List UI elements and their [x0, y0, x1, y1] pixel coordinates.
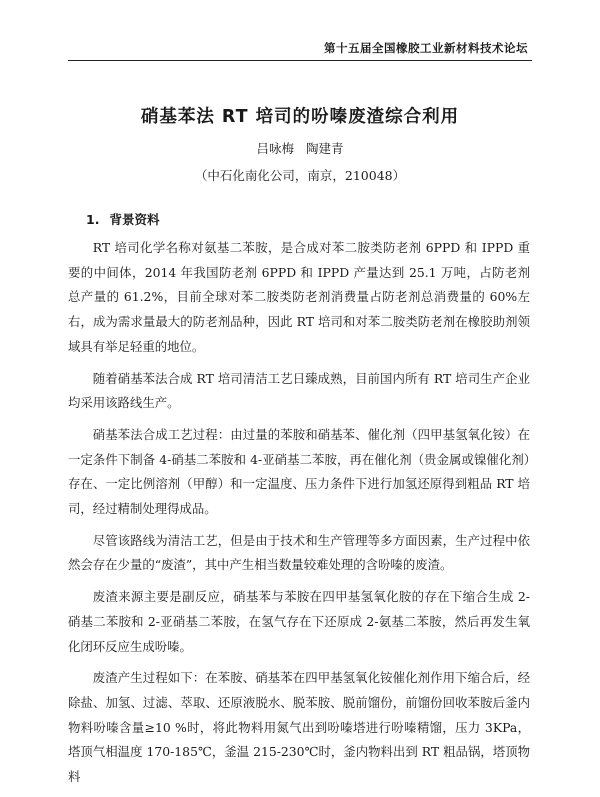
section-number: 1. — [86, 212, 100, 227]
article-title: 硝基苯法 RT 培司的吩嗪废渣综合利用 — [140, 107, 460, 127]
section-heading — [86, 210, 159, 228]
paragraph: 随着硝基苯法合成 RT 培司清洁工艺日臻成熟，目前国内所有 RT 培司生产企业均采用该路线生产。 — [68, 370, 530, 411]
header-rule — [68, 60, 532, 61]
section-body — [68, 236, 530, 797]
article-authors: 吕咏梅 陶建青 — [256, 141, 344, 156]
paragraph: 尽管该路线为清洁工艺，但是由于技术和生产管理等多方面因素，生产过程中依然会存在少量的“废渣”，其中产生相当数量较难处理的含吩嗪的废渣。 — [68, 532, 530, 573]
running-header: 第十五届全国橡胶工业新材料技术论坛 — [324, 41, 528, 55]
paragraph: 废渣产生过程如下：在苯胺、硝基苯在四甲基氢氧化铵催化剂作用下缩合后，经除盐、加氢、过滤、萃取、还原液脱水、脱苯胺、脱前馏份，前馏份回收苯胺后釜内物料吩嗪含量≥10 %时，将此物料用氮气出到吩嗪塔进行吩嗪精馏，压力 3KPa，塔顶气相温度 170-185℃，釜温 215-230℃时，釜内物料出到 RT 粗品锅，塔顶物料 — [68, 670, 530, 785]
paragraph: 废渣来源主要是副反应，硝基苯与苯胺在四甲基氢氧化胺的存在下缩合生成 2-硝基二苯胺和 2-亚硝基二苯胺，在氢气存在下还原成 2-氨基二苯胺，然后再发生氧化闭环反应生成吩嗪。 — [68, 589, 530, 654]
paragraph: RT 培司化学名称对氨基二苯胺，是合成对苯二胺类防老剂 6PPD 和 IPPD 重要的中间体，2014 年我国防老剂 6PPD 和 IPPD 产量达到 25.1 万吨，占防老剂总产量的 61.2%，目前全球对苯二胺类防老剂消费量占防老剂总消费量的 60%左右，成为需求量最大的防老剂品种，因此 RT 培司和对苯二胺类防老剂在橡胶助剂领域具有举足轻重的地位。 — [68, 240, 530, 354]
section-title: 背景资料 — [109, 212, 160, 227]
article-affiliation: （中石化南化公司，南京，210048） — [194, 168, 406, 183]
paragraph: 硝基苯法合成工艺过程：由过量的苯胺和硝基苯、催化剂（四甲基氢氧化铵）在一定条件下制备 4-硝基二苯胺和 4-亚硝基二苯胺，再在催化剂（贵金属或镍催化剂）存在、一定比例溶剂（甲醇）和一定温度、压力条件下进行加氢还原得到粗品 RT 培司，经过精制处理得成品。 — [68, 426, 530, 517]
